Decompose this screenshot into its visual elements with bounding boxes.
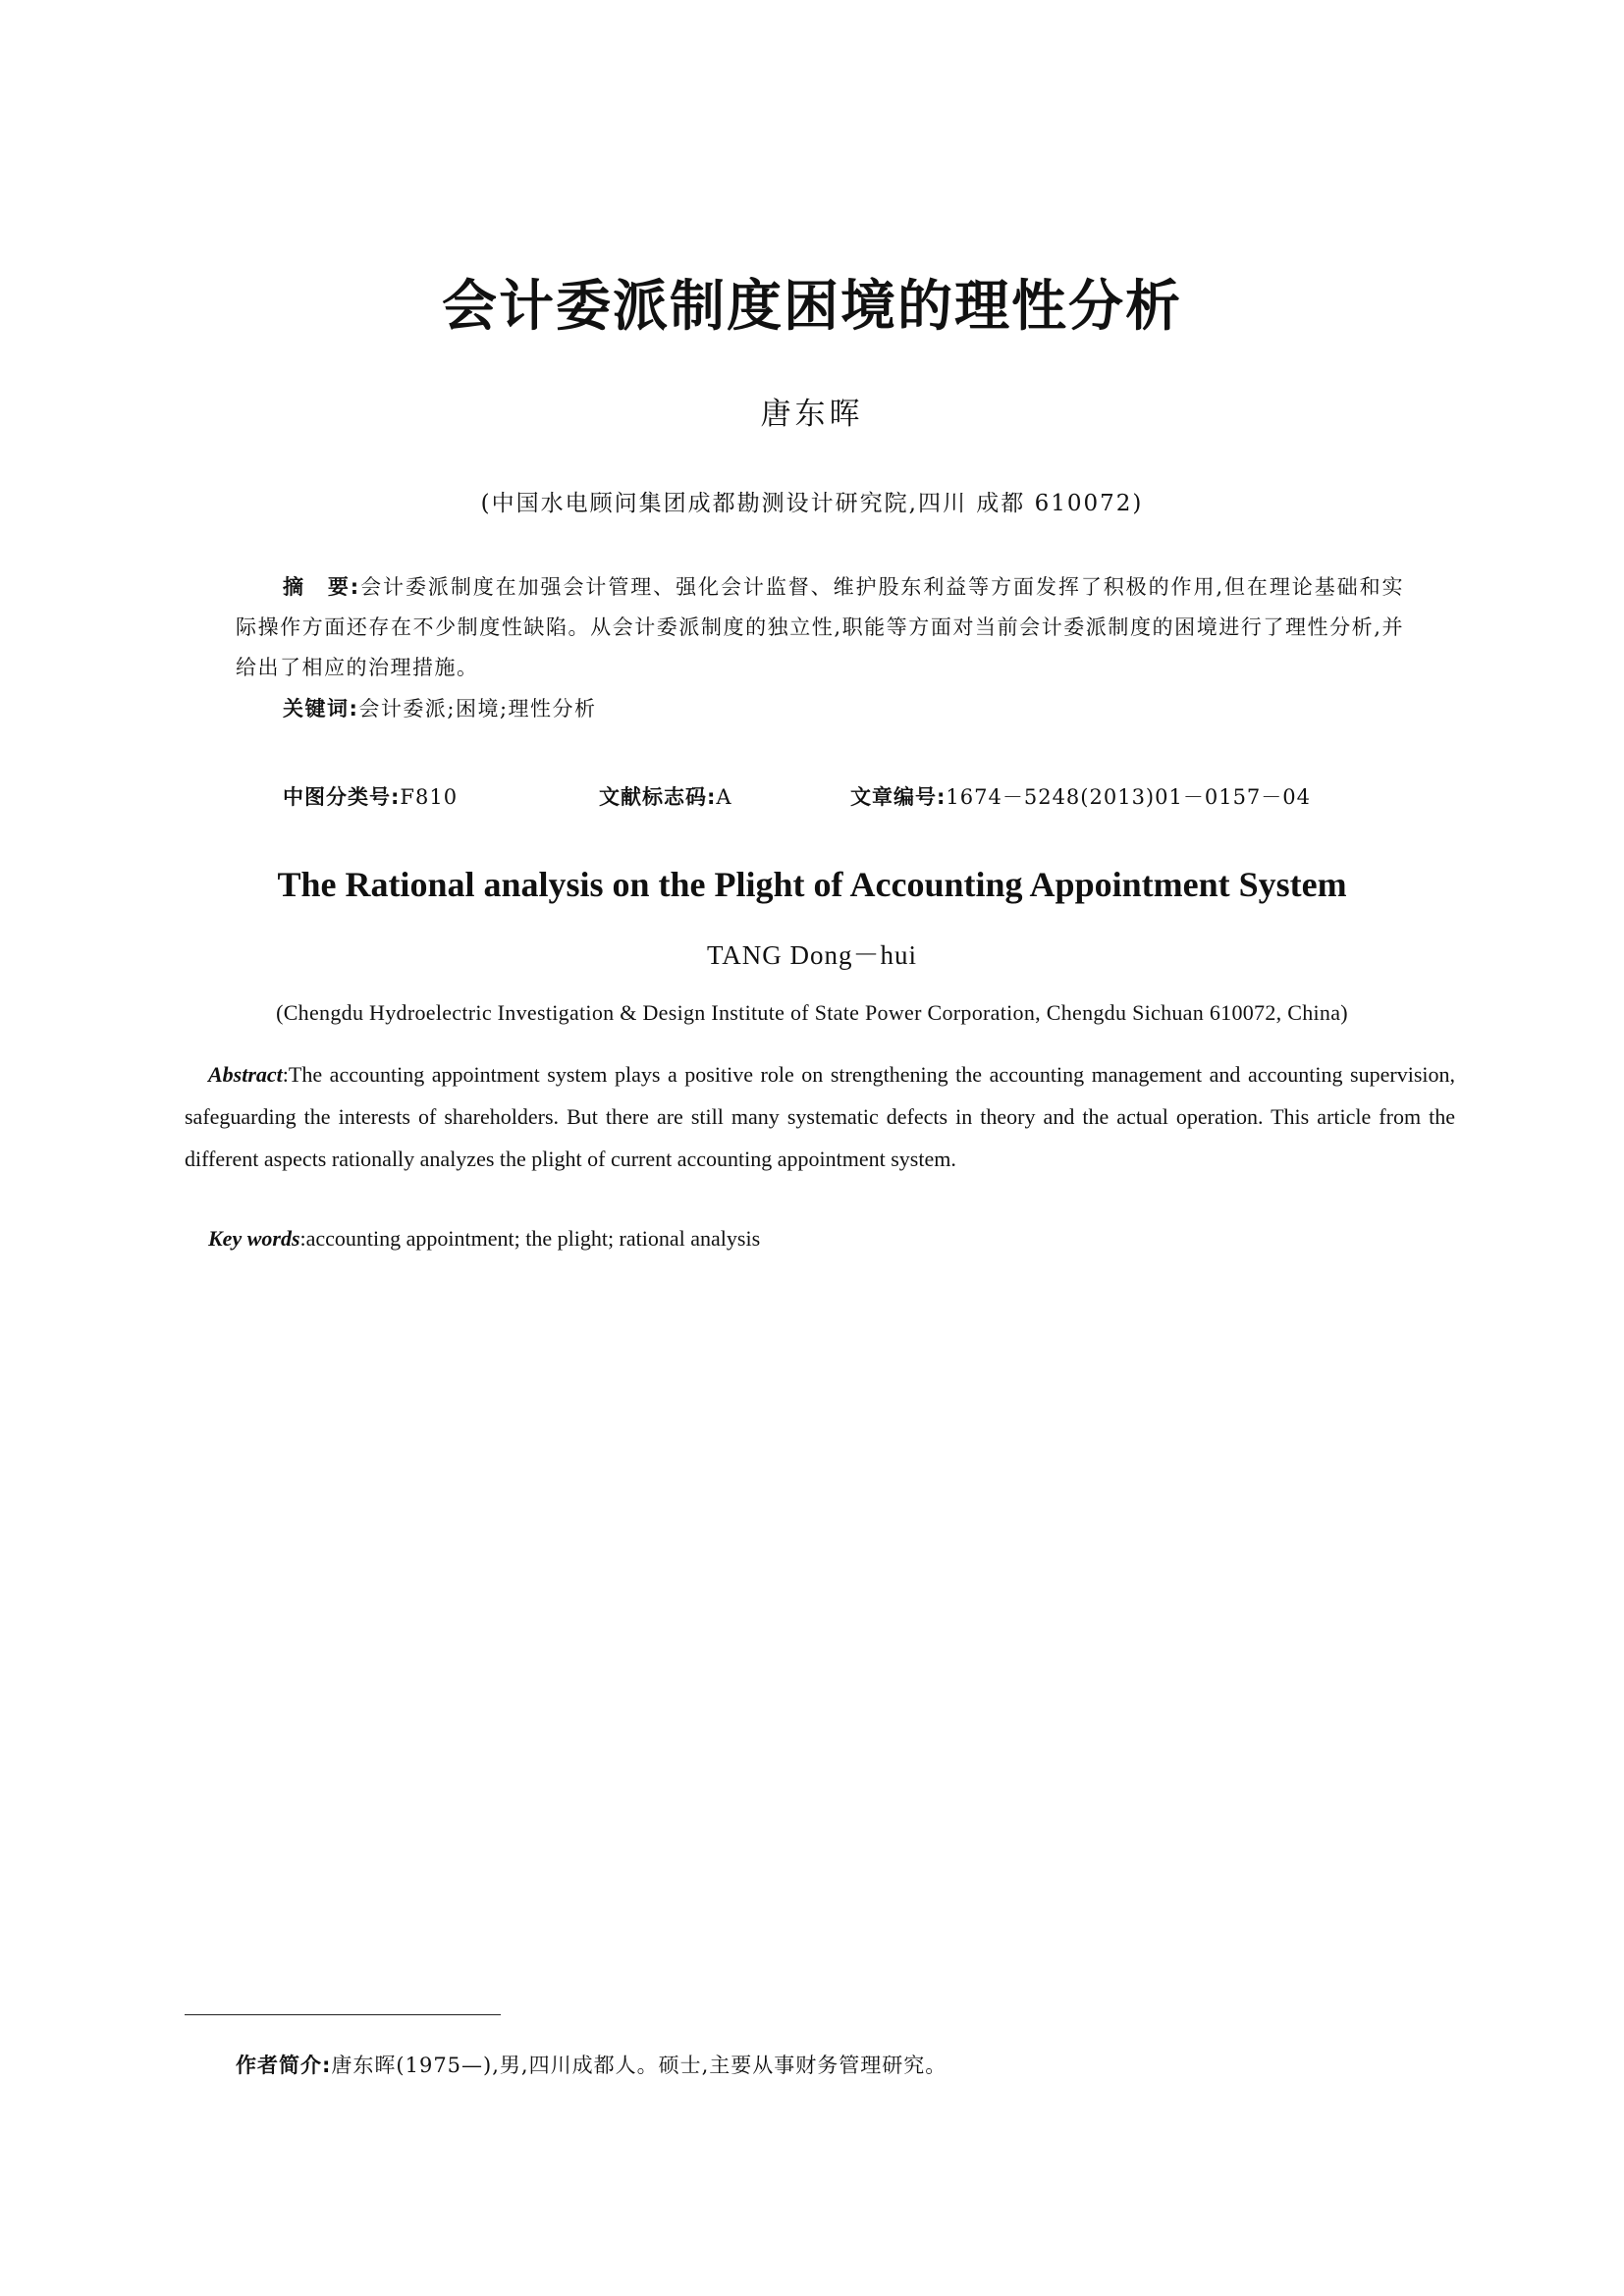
author-footnote bbox=[236, 2050, 947, 2079]
document-code-value: A bbox=[716, 785, 732, 809]
paper-title-cn: 会计委派制度困境的理性分析 bbox=[442, 274, 1182, 339]
document-code-label: 文献标志码: bbox=[599, 785, 717, 809]
footnote-text: 唐东晖(1975—),男,四川成都人。硕士,主要从事财务管理研究。 bbox=[331, 2054, 947, 2077]
keywords-text-cn: 会计委派;困境;理性分析 bbox=[358, 697, 597, 721]
footnote-divider bbox=[185, 2014, 501, 2015]
keywords-text-en: accounting appointment; the plight; rational analysis bbox=[305, 1226, 761, 1251]
affiliation-en: (Chengdu Hydroelectric Investigation & Design Institute of State Power Corporation, Chengdu Sichuan 610072, China) bbox=[276, 1000, 1348, 1025]
keywords-separator-en: : bbox=[299, 1226, 306, 1251]
abstract-text-cn: 会计委派制度在加强会计管理、强化会计监督、维护股东利益等方面发挥了积极的作用,但在理论基础和实际操作方面还存在不少制度性缺陷。从会计委派制度的独立性,职能等方面对当前会计委派制度的困境进行了理性分析,并给出了相应的治理措施。 bbox=[236, 575, 1404, 679]
article-number bbox=[850, 781, 1311, 811]
keywords-label-cn: 关键词: bbox=[283, 697, 359, 721]
abstract-label-cn: 摘 要: bbox=[283, 575, 360, 599]
footnote-label: 作者简介: bbox=[236, 2054, 332, 2077]
clc-number bbox=[283, 781, 458, 811]
author-name-en: TANG Dong－hui bbox=[706, 940, 918, 970]
clc-value: F810 bbox=[400, 785, 459, 809]
keywords-cn bbox=[283, 693, 597, 722]
abstract-cn bbox=[236, 567, 1404, 688]
article-number-value: 1674－5248(2013)01－0157－04 bbox=[946, 785, 1312, 809]
abstract-text-en: The accounting appointment system plays a positive role on strengthening the accounting management and accounting supervision, safeguarding the interests of shareholders. But there are still many systematic defects in theory and the actual operation. This article from the different aspects rationally analyzes the plight of current accounting appointment system. bbox=[185, 1062, 1455, 1171]
article-number-label: 文章编号: bbox=[850, 785, 947, 809]
abstract-en bbox=[185, 1053, 1455, 1180]
paper-title-en: The Rational analysis on the Plight of Accounting Appointment System bbox=[277, 865, 1347, 904]
author-name-cn: 唐东晖 bbox=[760, 397, 864, 432]
affiliation-cn: (中国水电顾问集团成都勘测设计研究院,四川 成都 610072) bbox=[480, 491, 1144, 516]
keywords-label-en: Key words bbox=[208, 1226, 300, 1251]
abstract-separator-en: : bbox=[282, 1062, 289, 1087]
keywords-en bbox=[185, 1226, 760, 1252]
clc-label: 中图分类号: bbox=[283, 785, 401, 809]
document-code bbox=[599, 781, 732, 811]
abstract-label-en: Abstract bbox=[208, 1062, 283, 1087]
